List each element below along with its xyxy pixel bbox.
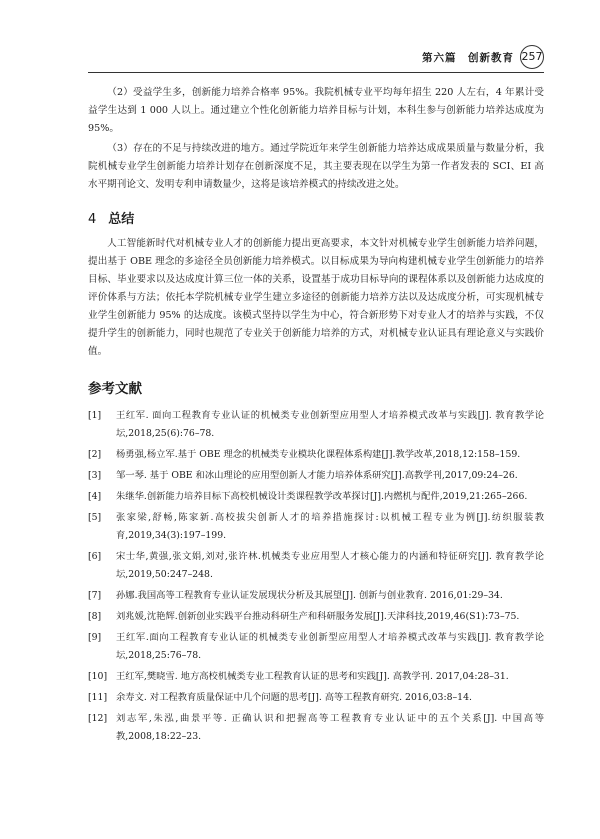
reference-item [88, 446, 544, 464]
section-title-text: 总结 [108, 212, 135, 227]
section-number: 4 [88, 212, 97, 227]
reference-number: [12] [88, 713, 108, 724]
reference-item [88, 548, 544, 584]
reference-number: [10] [88, 671, 108, 682]
reference-text: 王红军. 面向工程教育专业认证的机械类专业创新型应用型人才培养模式改革与实践[J]. 教育教学论坛,2018,25(6):76–78. [116, 410, 544, 439]
reference-text: 朱继华.创新能力培养目标下高校机械设计类课程教学改革探讨[J].内燃机与配件,2019,21:265–266. [116, 491, 528, 502]
reference-text: 宋士华,黄强,张文娟,刘对,张许林.机械类专业应用型人才核心能力的内涵和特征研究[J]. 教育教学论坛,2019,50:247–248. [116, 551, 544, 580]
page-number: 257 [520, 45, 544, 69]
page-content [88, 84, 544, 749]
reference-text: 邹一琴. 基于 OBE 和冰山理论的应用型创新人才能力培养体系研究[J].高教学刊,2017,09:24–26. [116, 470, 518, 481]
reference-item [88, 509, 544, 545]
section-heading-summary [88, 208, 544, 227]
references-heading: 参考文献 [88, 381, 142, 397]
reference-text: 刘志军,朱泓,曲景平等. 正确认识和把握高等工程教育专业认证中的五个关系[J]. 中国高等教,2008,18:22–23. [116, 713, 544, 742]
reference-item [88, 407, 544, 443]
reference-number: [9] [88, 632, 102, 643]
paragraph-benefit: （2）受益学生多，创新能力培养合格率 95%。我院机械专业平均每年招生 220 人左右，4 年累计受益学生达到 1 000 人以上。通过建立个性化创新能力培养目标与计划，本科生参与创新能力培养达成度为 95%。 [88, 87, 544, 134]
reference-number: [6] [88, 551, 102, 562]
reference-item [88, 587, 544, 605]
reference-number: [4] [88, 491, 102, 502]
page-header [88, 44, 544, 73]
reference-text: 余寿文. 对工程教育质量保证中几个问题的思考[J]. 高等工程教育研究. 2016,03:8–14. [116, 692, 472, 703]
reference-text: 孙娜.我国高等工程教育专业认证发展现状分析及其展望[J]. 创新与创业教育. 2016,01:29–34. [116, 590, 503, 601]
reference-item [88, 689, 544, 707]
reference-number: [8] [88, 611, 102, 622]
reference-number: [11] [88, 692, 108, 703]
reference-number: [7] [88, 590, 102, 601]
reference-item [88, 467, 544, 485]
reference-text: 王红军,樊晓雪. 地方高校机械类专业工程教育认证的思考和实践[J]. 高教学刊. 2017,04:28–31. [116, 671, 509, 682]
paragraph-summary: 人工智能新时代对机械专业人才的创新能力提出更高要求，本文针对机械专业学生创新能力培养问题，提出基于 OBE 理念的多途径全员创新能力培养模式。以目标成果为导向构建机械专业学生创新能力的培养目标、毕业要求以及达成度计算三位一体的关系，设置基于成功目标导向的课程体系以及创新能力达成度的评价体系与方法；依托本学院机械专业学生建立多途径的创新能力培养方法以及达成度分析，可实现机械专业学生创新能力 95% 的达成度。该模式坚持以学生为中心，符合新形势下对专业人才的培养与实践，不仅提升学生的创新能力，同时也规范了专业关于创新能力培养的方式，对机械专业认证具有理论意义与实践价值。 [88, 238, 544, 357]
reference-number: [3] [88, 470, 102, 481]
reference-number: [2] [88, 449, 102, 460]
references-list [88, 407, 544, 746]
reference-text: 张家梁,舒畅,陈家新.高校拔尖创新人才的培养措施探讨:以机械工程专业为例[J].纺织服装教育,2019,34(3):197–199. [116, 512, 544, 541]
reference-text: 刘兆媛,沈艳辉.创新创业实践平台推动科研生产和科研服务发展[J].天津科技,2019,46(S1):73–75. [116, 611, 520, 622]
reference-number: [1] [88, 410, 102, 421]
reference-number: [5] [88, 512, 102, 523]
reference-text: 杨勇强,杨立军.基于 OBE 理念的机械类专业模块化课程体系构建[J].教学改革,2018,12:158–159. [116, 449, 521, 460]
reference-item [88, 710, 544, 746]
reference-item [88, 608, 544, 626]
reference-item [88, 668, 544, 686]
reference-item [88, 629, 544, 665]
section-title: 第六篇 创新教育 [422, 52, 514, 64]
paragraph-shortcomings: （3）存在的不足与持续改进的地方。通过学院近年来学生创新能力培养达成成果质量与数量分析，我院机械专业学生创新能力培养计划存在创新深度不足，其主要表现在以学生为第一作者发表的 SCI、EI 高水平期刊论文、发明专利申请数量少，这将是该培养模式的持续改进之处。 [88, 143, 544, 190]
reference-item [88, 488, 544, 506]
reference-text: 王红军.面向工程教育专业认证的机械类专业创新型应用型人才培养模式改革与实践[J]. 教育教学论坛,2018,25:76–78. [116, 632, 544, 661]
